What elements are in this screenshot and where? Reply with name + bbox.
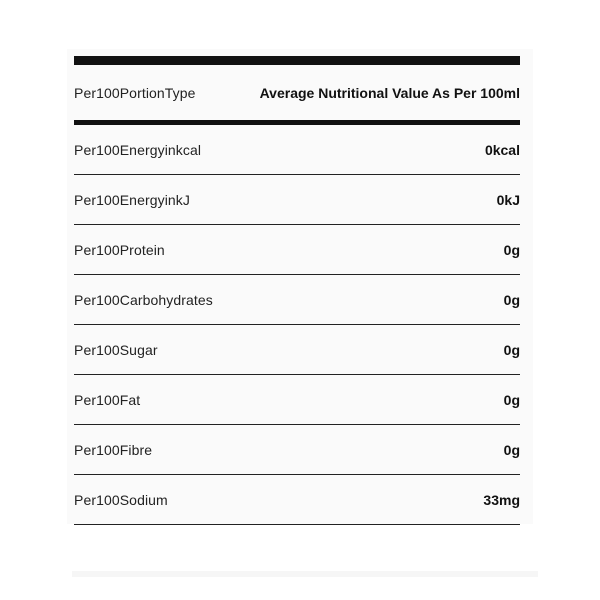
nutrient-row-sugar <box>74 325 520 375</box>
nutrient-label: Per100Fat <box>74 391 141 408</box>
nutrient-value: 0g <box>503 341 520 358</box>
nutrient-label: Per100Energyinkcal <box>74 141 202 158</box>
nutrient-row-carbohydrates <box>74 275 520 325</box>
header-value: Average Nutritional Value As Per 100ml <box>259 84 520 101</box>
nutrient-value: 33mg <box>483 491 520 508</box>
nutrient-value: 0g <box>503 391 520 408</box>
nutrient-label: Per100EnergyinkJ <box>74 191 190 208</box>
nutrient-value: 0g <box>503 291 520 308</box>
nutrient-row-fat <box>74 375 520 425</box>
header-label: Per100PortionType <box>74 84 196 101</box>
nutrient-row-energy-kj <box>74 175 520 225</box>
footer-strip <box>72 571 538 577</box>
nutrient-value: 0g <box>503 241 520 258</box>
nutrient-row-protein <box>74 225 520 275</box>
nutrient-row-fibre <box>74 425 520 475</box>
nutrient-label: Per100Sugar <box>74 341 158 358</box>
nutrient-label: Per100Fibre <box>74 441 153 458</box>
table-header-row <box>74 65 520 125</box>
nutrient-row-sodium <box>74 475 520 525</box>
nutrient-label: Per100Protein <box>74 241 165 258</box>
table-top-bar <box>74 56 520 65</box>
nutrient-value: 0g <box>503 441 520 458</box>
nutrition-table <box>74 56 520 525</box>
nutrient-label: Per100Carbohydrates <box>74 291 213 308</box>
nutrient-value: 0kcal <box>484 141 520 158</box>
nutrient-value: 0kJ <box>496 191 520 208</box>
nutrient-row-energy-kcal <box>74 125 520 175</box>
nutrient-label: Per100Sodium <box>74 491 168 508</box>
